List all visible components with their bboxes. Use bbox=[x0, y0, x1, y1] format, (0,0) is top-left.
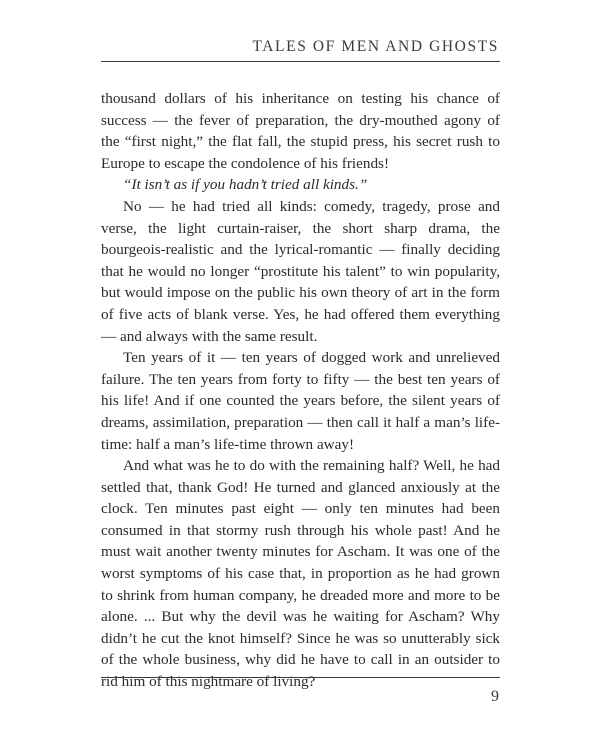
page-number: 9 bbox=[491, 688, 499, 705]
running-header-title: TALES OF MEN AND GHOSTS bbox=[252, 38, 499, 55]
header-rule bbox=[101, 61, 500, 62]
page-body-text bbox=[101, 88, 500, 693]
paragraph-2-quote: “It isn’t as if you hadn’t tried all kinds.” bbox=[123, 176, 368, 194]
paragraph-3: No — he had tried all kinds: comedy, tragedy, prose and verse, the light curtain-raiser, the short sharp drama, the bourgeois-realistic and the lyrical-romantic — finally deciding that he would no longer “prostitute his talent” to win popularity, but would impose on the public his own theory of art in the form of five acts of blank verse. Yes, he had offered them everything — and always with the same result. bbox=[101, 197, 500, 345]
paragraph-5: And what was he to do with the remaining half? Well, he had settled that, thank God! He turned and glanced anxiously at the clock. Ten minutes past eight — only ten minutes had been consumed in that stormy rush through his whole past! And he must wait another twenty minutes for Ascham. It was one of the worst symptoms of his case that, in proportion as he had grown to shrink from human company, he dreaded more and more to be alone. ... But why the devil was he waiting for Ascham? Why didn’t he cut the knot himself? Since he was so unutterably sick of the whole business, why did he have to call in an outsider to rid him of this nightmare of living? bbox=[101, 457, 500, 691]
paragraph-4: Ten years of it — ten years of dogged work and unrelieved failure. The ten years from forty to fifty — the best ten years of his life! And if one counted the years before, the silent years of dreams, assimilation, preparation — then call it half a man’s life-time: half a man’s life-time thrown away! bbox=[101, 349, 500, 453]
paragraph-1: thousand dollars of his inheritance on testing his chance of success — the fever of preparation, the dry-mouthed agony of the “first night,” the flat fall, the stupid press, his secret rush to Europe to escape the condolence of his friends! bbox=[101, 90, 500, 172]
footer-rule bbox=[101, 677, 500, 678]
